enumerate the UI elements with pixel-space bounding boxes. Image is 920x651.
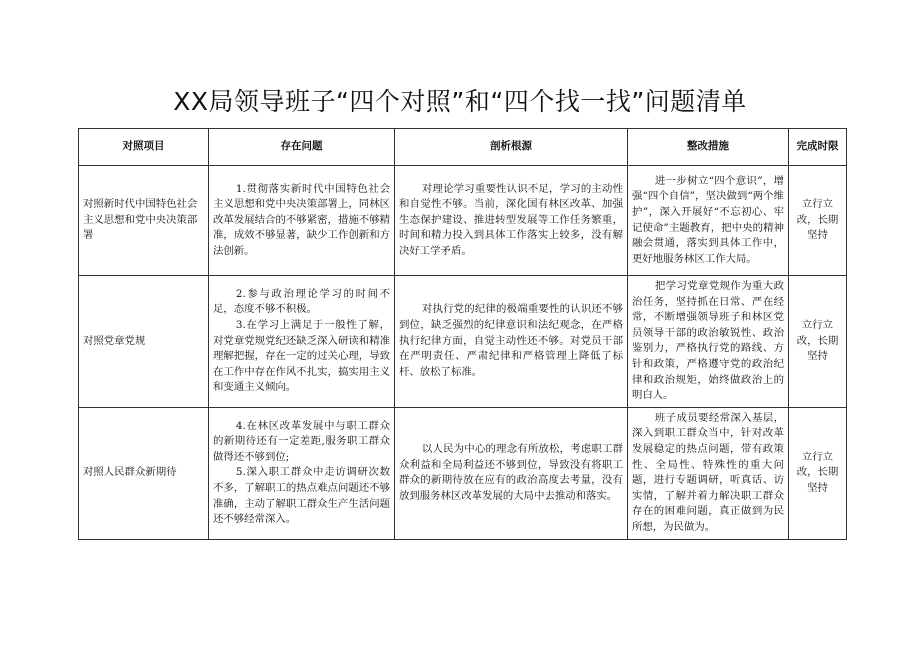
table-row [79, 276, 847, 408]
header-deadline: 完成时限 [789, 129, 847, 166]
issue-text: 4.在林区改革发展中与职工群众的新期待还有一定差距,服务职工群众做得还不够到位; [213, 419, 390, 463]
row-deadline: 立行立改，长期坚持 [789, 407, 847, 539]
row-analysis [395, 166, 628, 276]
measures-text: 班子成员要经常深入基层，深入到职工群众当中，针对改革发展稳定的热点问题，带有政策性、全局性、特殊性的重大问题，进行专题调研，听真话、访实情，了解并着力解决职工群众存在的困难问题，真正做到为民所想，为民做为。 [632, 411, 784, 533]
table-row [79, 407, 847, 539]
problem-list-table [78, 128, 847, 540]
row-item: 对照党章党规 [79, 276, 209, 408]
issue-text: 3.在学习上满足于一般性了解，对党章党规党纪还缺乏深入研读和精准理解把握，存在一定的过关心理，导致在工作中存在作风不扎实，搞实用主义和变通主义倾向。 [213, 318, 390, 394]
table-row [79, 166, 847, 276]
page-title: XX局领导班子“四个对照”和“四个找一找”问题清单 [173, 87, 747, 116]
row-measures [628, 407, 789, 539]
row-issues [209, 276, 395, 408]
header-measures: 整改措施 [628, 129, 789, 166]
row-analysis [395, 407, 628, 539]
analysis-text: 以人民为中心的理念有所放松，考虑职工群众利益和全局利益还不够到位，导致没有将职工群众的新期待放在应有的政治高度去考量，没有放到服务林区改革发展的大局中去推动和落实。 [399, 442, 623, 502]
row-measures [628, 166, 789, 276]
measures-text: 把学习党章党规作为重大政治任务，坚持抓在日常、严在经常，不断增强领导班子和林区党员领导干部的政治敏锐性、政治鉴别力，严格执行党的路线、方针和政策，严格遵守党的政治纪律和政治规矩，始终做政治上的明白人。 [632, 280, 784, 402]
row-item: 对照新时代中国特色社会主义思想和党中央决策部署 [79, 166, 209, 276]
row-analysis [395, 276, 628, 408]
issue-text: 5.深入职工群众中走访调研次数不多，了解职工的热点难点问题还不够准确，主动了解职工群众生产生活问题还不够经常深入。 [213, 466, 390, 526]
analysis-text: 对执行党的纪律的极端重要性的认识还不够到位，缺乏强烈的纪律意识和法纪观念，在严格执行纪律方面，自觉主动性还不够。对党员干部在严明责任、严肃纪律和严格管理上降低了标杆、放松了标准。 [399, 303, 623, 378]
issue-text: 2.参与政治理论学习的时间不足，态度不够不积极。 [213, 287, 390, 316]
header-analysis: 剖析根源 [395, 129, 628, 166]
row-item: 对照人民群众新期待 [79, 407, 209, 539]
row-measures [628, 276, 789, 408]
row-deadline: 立行立改，长期坚持 [789, 276, 847, 408]
header-item: 对照项目 [79, 129, 209, 166]
row-issues [209, 407, 395, 539]
header-issues: 存在问题 [209, 129, 395, 166]
row-deadline: 立行立改，长期坚持 [789, 166, 847, 276]
measures-text: 进一步树立“四个意识”，增强“四个自信”，坚决做到“两个维护”，深入开展好“不忘初心、牢记使命”主题教育，把中央的精神融会贯通，落实到具体工作中，更好地服务林区工作大局。 [632, 174, 784, 265]
table-header-row [79, 129, 847, 166]
row-issues [209, 166, 395, 276]
issue-text: 1.贯彻落实新时代中国特色社会主义思想和党中央决策部署上，同林区改革发展结合的不够紧密，措施不够精准，成效不够显著，缺少工作创新和方法创新。 [213, 182, 390, 257]
analysis-text: 对理论学习重要性认识不足，学习的主动性和自觉性不够。当前，深化国有林区改革、加强生态保护建设、推进转型发展等工作任务繁重，时间和精力投入到具体工作落实上较多，没有解决好工学矛盾。 [399, 182, 623, 257]
